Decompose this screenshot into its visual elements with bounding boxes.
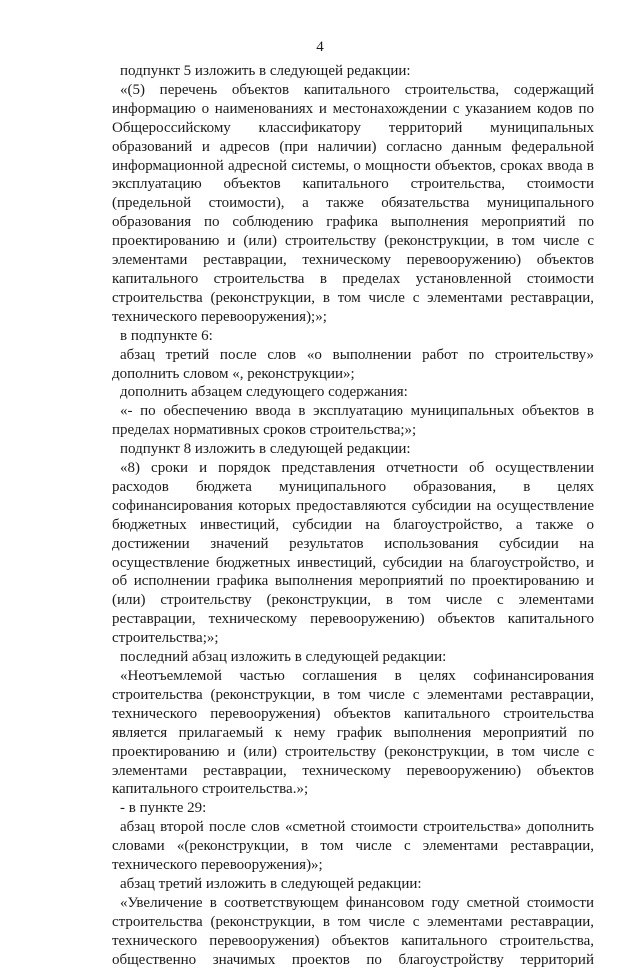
- paragraph: абзац второй после слов «сметной стоимости строительства» дополнить словами «(реконструкции, в том числе с элементами реставрации, технического перевооружения)»;: [112, 819, 594, 874]
- document-body: [112, 62, 594, 970]
- paragraph: абзац третий изложить в следующей редакции:: [120, 875, 422, 892]
- paragraph: «Неотъемлемой частью соглашения в целях софинансирования строительства (реконструкции, в том числе с элементами реставрации, технического перевооружения) объектов капитального строительства является прилагаемый к нему график выполнения мероприятий по проектированию и (или) строительству (реконструкции, в том числе с элементами реставрации, техническому перевооружению) объектов капитального строительства.»;: [112, 668, 594, 798]
- paragraph: - в пункте 29:: [120, 800, 207, 817]
- paragraph: абзац третий после слов «о выполнении работ по строительству» дополнить словом «, реконструкции»;: [112, 346, 594, 382]
- page-number: 4: [316, 39, 324, 55]
- paragraph: в подпункте 6:: [120, 327, 213, 344]
- paragraph: «- по обеспечению ввода в эксплуатацию муниципальных объектов в пределах нормативных сроков строительства;»;: [112, 403, 594, 439]
- paragraph: «8) сроки и порядок представления отчетности об осуществлении расходов бюджета муниципального образования, в целях софинансирования которых предоставляются субсидии на осуществление бюджетных инвестиций, субсидии на благоустройство, а также о достижении значений результатов использования субсидии на осуществление бюджетных инвестиций, субсидии на благоустройство, и об исполнении графика выполнения мероприятий по проектированию и (или) строительству (реконструкции, в том числе с элементами реставрации, техническому перевооружению) объектов капитального строительства;»;: [112, 460, 594, 647]
- paragraph: подпункт 5 изложить в следующей редакции:: [120, 63, 411, 79]
- paragraph: последний абзац изложить в следующей редакции:: [120, 649, 447, 666]
- paragraph: «Увеличение в соответствующем финансовом году сметной стоимости строительства (реконструкции, в том числе с элементами реставрации, технического перевооружения) объектов капитального строительства, общественно значимых проектов по благоустройству территорий: [112, 894, 594, 968]
- paragraph: подпункт 8 изложить в следующей редакции:: [120, 441, 411, 458]
- paragraph: дополнить абзацем следующего содержания:: [120, 384, 408, 401]
- paragraph: «(5) перечень объектов капитального строительства, содержащий информацию о наименованиях и местонахождении с указанием кодов по Общероссийскому классификатору территорий муниципальных образований и адресов (при наличии) согласно данным федеральной информационной адресной системы, о мощности объектов, сроках ввода в эксплуатацию объектов капитального строительства, стоимости (предельной стоимости), а также обязательства муниципального образования по соблюдению графика выполнения мероприятий по проектированию и (или) строительству (реконструкции, в том числе с элементами реставрации, техническому перевооружению) объектов капитального строительства в пределах установленной стоимости строительства (реконструкции, в том числе с элементами реставрации, технического перевооружения);»;: [112, 81, 594, 325]
